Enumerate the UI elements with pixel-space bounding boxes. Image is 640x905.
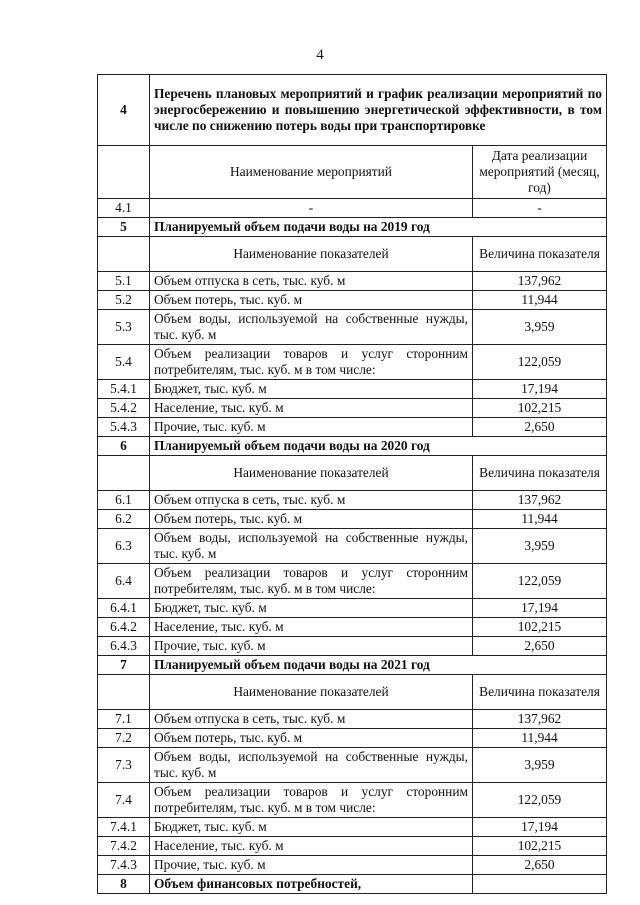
row-value: 2,650 xyxy=(473,418,607,437)
section-title: Планируемый объем подачи воды на 2020 год xyxy=(150,437,607,456)
table-row xyxy=(98,856,607,875)
row-number: 6.1 xyxy=(98,491,150,510)
section-header-row xyxy=(98,218,607,237)
column-header-date: Дата реализации мероприятий (месяц, год) xyxy=(473,146,607,199)
row-number: 4.1 xyxy=(98,199,150,218)
row-name: Население, тыс. куб. м xyxy=(150,837,473,856)
row-number: 7.1 xyxy=(98,710,150,729)
row-value: 17,194 xyxy=(473,599,607,618)
column-header-value: Величина показателя xyxy=(473,456,607,491)
row-name: Прочие, тыс. куб. м xyxy=(150,856,473,875)
table-row xyxy=(98,637,607,656)
row-value: 3,959 xyxy=(473,529,607,564)
row-name: Объем потерь, тыс. куб. м xyxy=(150,291,473,310)
empty-cell xyxy=(98,146,150,199)
column-header-name: Наименование показателей xyxy=(150,237,473,272)
row-name: Объем воды, используемой на собственные нужды, тыс. куб. м xyxy=(150,310,473,345)
row-number: 7.4 xyxy=(98,783,150,818)
table-row xyxy=(98,529,607,564)
row-name: Объем отпуска в сеть, тыс. куб. м xyxy=(150,272,473,291)
row-number: 5.2 xyxy=(98,291,150,310)
row-name: Объем отпуска в сеть, тыс. куб. м xyxy=(150,710,473,729)
table-row xyxy=(98,710,607,729)
section-number: 7 xyxy=(98,656,150,675)
table-row xyxy=(98,491,607,510)
row-value: 11,944 xyxy=(473,510,607,529)
row-name: - xyxy=(150,199,473,218)
column-header-row xyxy=(98,237,607,272)
row-value: 11,944 xyxy=(473,291,607,310)
row-number: 7.4.1 xyxy=(98,818,150,837)
row-value: 137,962 xyxy=(473,272,607,291)
row-value: 122,059 xyxy=(473,345,607,380)
section-4-column-header-row xyxy=(98,146,607,199)
table-row xyxy=(98,345,607,380)
empty-cell xyxy=(98,456,150,491)
row-value: 102,215 xyxy=(473,618,607,637)
section-title: Объем финансовых потребностей, xyxy=(150,875,473,894)
row-number: 6.4.1 xyxy=(98,599,150,618)
row-value: 122,059 xyxy=(473,564,607,599)
column-header-name: Наименование мероприятий xyxy=(150,146,473,199)
row-number: 6.4.3 xyxy=(98,637,150,656)
row-name: Объем реализации товаров и услуг сторонним потребителям, тыс. куб. м в том числе: xyxy=(150,564,473,599)
section-header-row xyxy=(98,437,607,456)
table-row xyxy=(98,418,607,437)
section-4-header-row xyxy=(98,75,607,146)
row-name: Объем потерь, тыс. куб. м xyxy=(150,510,473,529)
row-name: Объем отпуска в сеть, тыс. куб. м xyxy=(150,491,473,510)
row-value: 2,650 xyxy=(473,856,607,875)
row-name: Прочие, тыс. куб. м xyxy=(150,418,473,437)
row-value: 17,194 xyxy=(473,380,607,399)
section-title: Перечень плановых мероприятий и график реализации мероприятий по энергосбережению и повышению энергетической эффективности, в том числе по снижению потерь воды при транспортировке xyxy=(150,75,607,146)
row-name: Бюджет, тыс. куб. м xyxy=(150,818,473,837)
row-number: 5.1 xyxy=(98,272,150,291)
section-header-row xyxy=(98,656,607,675)
table-row xyxy=(98,310,607,345)
table-row xyxy=(98,618,607,637)
table-row xyxy=(98,783,607,818)
document-table xyxy=(97,74,607,894)
section-8-header-row xyxy=(98,875,607,894)
row-number: 6.4 xyxy=(98,564,150,599)
row-value: 122,059 xyxy=(473,783,607,818)
row-number: 5.4 xyxy=(98,345,150,380)
column-header-row xyxy=(98,456,607,491)
table-row xyxy=(98,291,607,310)
row-value: 17,194 xyxy=(473,818,607,837)
table-row xyxy=(98,510,607,529)
row-name: Объем воды, используемой на собственные нужды, тыс. куб. м xyxy=(150,748,473,783)
row-number: 5.4.3 xyxy=(98,418,150,437)
row-value: 3,959 xyxy=(473,310,607,345)
row-name: Население, тыс. куб. м xyxy=(150,399,473,418)
table-row xyxy=(98,399,607,418)
row-name: Бюджет, тыс. куб. м xyxy=(150,380,473,399)
column-header-value: Величина показателя xyxy=(473,237,607,272)
empty-cell xyxy=(98,675,150,710)
row-number: 5.4.1 xyxy=(98,380,150,399)
row-name: Бюджет, тыс. куб. м xyxy=(150,599,473,618)
table-row xyxy=(98,564,607,599)
table-row xyxy=(98,380,607,399)
row-number: 6.2 xyxy=(98,510,150,529)
section-title: Планируемый объем подачи воды на 2021 год xyxy=(150,656,607,675)
section-number: 8 xyxy=(98,875,150,894)
row-value: 3,959 xyxy=(473,748,607,783)
table-row xyxy=(98,272,607,291)
column-header-name: Наименование показателей xyxy=(150,675,473,710)
page-number: 4 xyxy=(316,47,324,63)
section-number: 4 xyxy=(98,75,150,146)
column-header-value: Величина показателя xyxy=(473,675,607,710)
table-row xyxy=(98,837,607,856)
row-value: 102,215 xyxy=(473,837,607,856)
row-number: 5.4.2 xyxy=(98,399,150,418)
row-value: 137,962 xyxy=(473,491,607,510)
empty-cell xyxy=(98,237,150,272)
row-number: 5.3 xyxy=(98,310,150,345)
empty-cell xyxy=(473,875,607,894)
row-name: Объем воды, используемой на собственные нужды, тыс. куб. м xyxy=(150,529,473,564)
section-number: 6 xyxy=(98,437,150,456)
row-value: 2,650 xyxy=(473,637,607,656)
row-value: 102,215 xyxy=(473,399,607,418)
row-value: 11,944 xyxy=(473,729,607,748)
row-number: 7.3 xyxy=(98,748,150,783)
row-value: - xyxy=(473,199,607,218)
row-name: Население, тыс. куб. м xyxy=(150,618,473,637)
row-name: Объем реализации товаров и услуг сторонним потребителям, тыс. куб. м в том числе: xyxy=(150,783,473,818)
table-row xyxy=(98,199,607,218)
document-table-body xyxy=(98,75,607,894)
section-number: 5 xyxy=(98,218,150,237)
table-row xyxy=(98,599,607,618)
row-value: 137,962 xyxy=(473,710,607,729)
row-number: 6.3 xyxy=(98,529,150,564)
row-name: Объем реализации товаров и услуг сторонним потребителям, тыс. куб. м в том числе: xyxy=(150,345,473,380)
table-row xyxy=(98,818,607,837)
table-row xyxy=(98,729,607,748)
row-number: 6.4.2 xyxy=(98,618,150,637)
section-title: Планируемый объем подачи воды на 2019 год xyxy=(150,218,607,237)
column-header-row xyxy=(98,675,607,710)
table-row xyxy=(98,748,607,783)
row-name: Прочие, тыс. куб. м xyxy=(150,637,473,656)
row-number: 7.4.3 xyxy=(98,856,150,875)
column-header-name: Наименование показателей xyxy=(150,456,473,491)
row-number: 7.4.2 xyxy=(98,837,150,856)
row-name: Объем потерь, тыс. куб. м xyxy=(150,729,473,748)
row-number: 7.2 xyxy=(98,729,150,748)
